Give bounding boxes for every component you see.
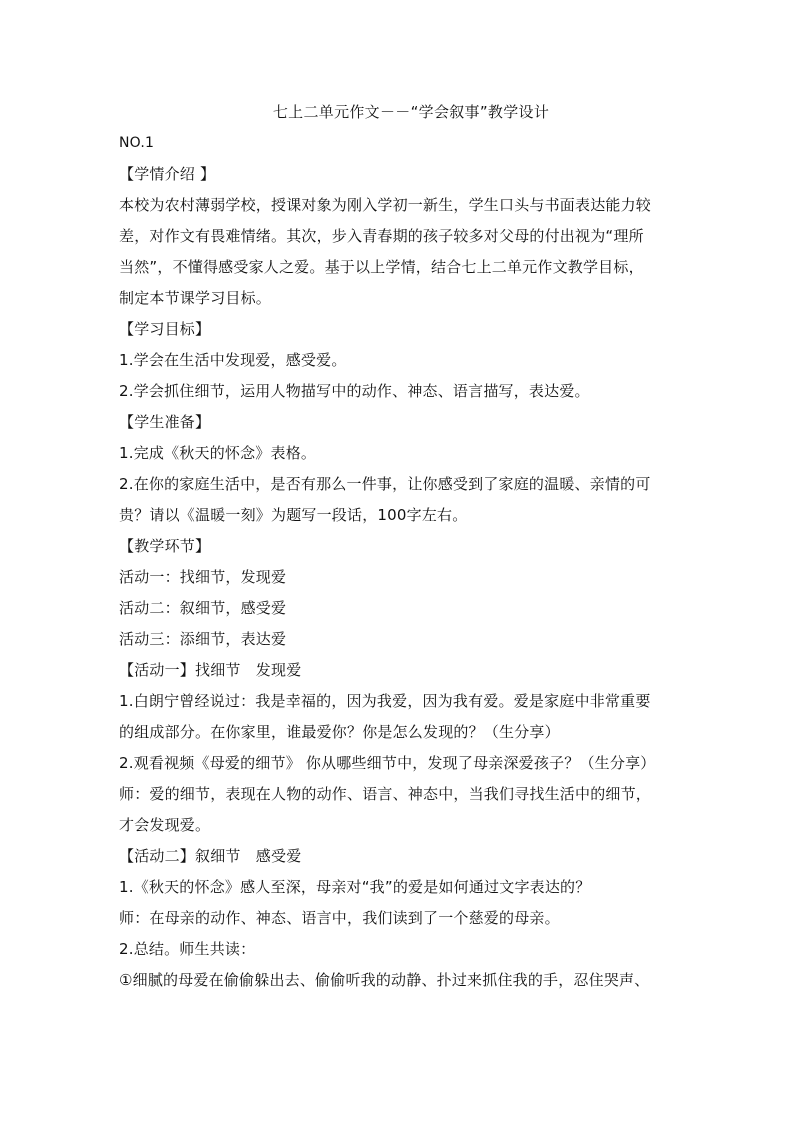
activity-list-item: 活动二：叙细节，感受爱: [119, 599, 287, 617]
heading-learning-situation: 【学情介绍 】: [119, 165, 216, 183]
activity-one-line: 2.观看视频《母爱的细节》 你从哪些细节中，发现了母亲深爱孩子？（生分享）: [119, 754, 656, 772]
document-title: 七上二单元作文－－“学会叙事”教学设计: [272, 103, 550, 121]
activity-two-line: 1.《秋天的怀念》感人至深，母亲对“我”的爱是如何通过文字表达的？: [119, 878, 591, 896]
heading-activity-one: 【活动一】找细节 发现爱: [119, 661, 302, 679]
activity-one-line: 才会发现爱。: [119, 816, 211, 834]
activity-list-item: 活动一：找细节，发现爱: [119, 568, 287, 586]
preparation-item: 2.在你的家庭生活中，是否有那么一件事，让你感受到了家庭的温暖、亲情的可: [119, 475, 651, 493]
activity-two-line: 师：在母亲的动作、神态、语言中，我们读到了一个慈爱的母亲。: [119, 909, 560, 927]
paragraph-line: 差，对作文有畏难情绪。其次，步入青春期的孩子较多对父母的付出视为“理所: [119, 227, 644, 245]
document-body: [119, 99, 679, 996]
activity-two-line: ①细腻的母爱在偷偷躲出去、偷偷听我的动静、扑过来抓住我的手，忍住哭声、: [119, 971, 650, 989]
activity-one-line: 师：爱的细节，表现在人物的动作、语言、神态中，当我们寻找生活中的细节，: [119, 785, 652, 803]
preparation-item: 1.完成《秋天的怀念》表格。: [119, 444, 317, 462]
goal-item: 2.学会抓住细节，运用人物描写中的动作、神态、语言描写，表达爱。: [119, 382, 590, 400]
preparation-item-continued: 贵？请以《温暖一刻》为题写一段话，100字左右。: [119, 506, 468, 524]
heading-student-preparation: 【学生准备】: [119, 413, 211, 431]
activity-list-item: 活动三：添细节，表达爱: [119, 630, 287, 648]
activity-one-line: 1.白朗宁曾经说过：我是幸福的，因为我爱，因为我有爱。爱是家庭中非常重要: [119, 692, 651, 710]
heading-learning-goals: 【学习目标】: [119, 320, 211, 338]
paragraph-line: 当然”，不懂得感受家人之爱。基于以上学情，结合七上二单元作文教学目标，: [119, 258, 644, 276]
paragraph-line: 本校为农村薄弱学校，授课对象为刚入学初一新生，学生口头与书面表达能力较: [119, 196, 652, 214]
section-number: NO.1: [119, 135, 155, 151]
goal-item: 1.学会在生活中发现爱，感受爱。: [119, 351, 347, 369]
heading-activity-two: 【活动二】叙细节 感受爱: [119, 847, 302, 865]
paragraph-line: 制定本节课学习目标。: [119, 289, 272, 307]
activity-one-line: 的组成部分。在你家里，谁最爱你？你是怎么发现的？（生分享）: [119, 723, 560, 741]
activity-two-line: 2.总结。师生共读：: [119, 940, 256, 958]
heading-teaching-steps: 【教学环节】: [119, 537, 211, 555]
